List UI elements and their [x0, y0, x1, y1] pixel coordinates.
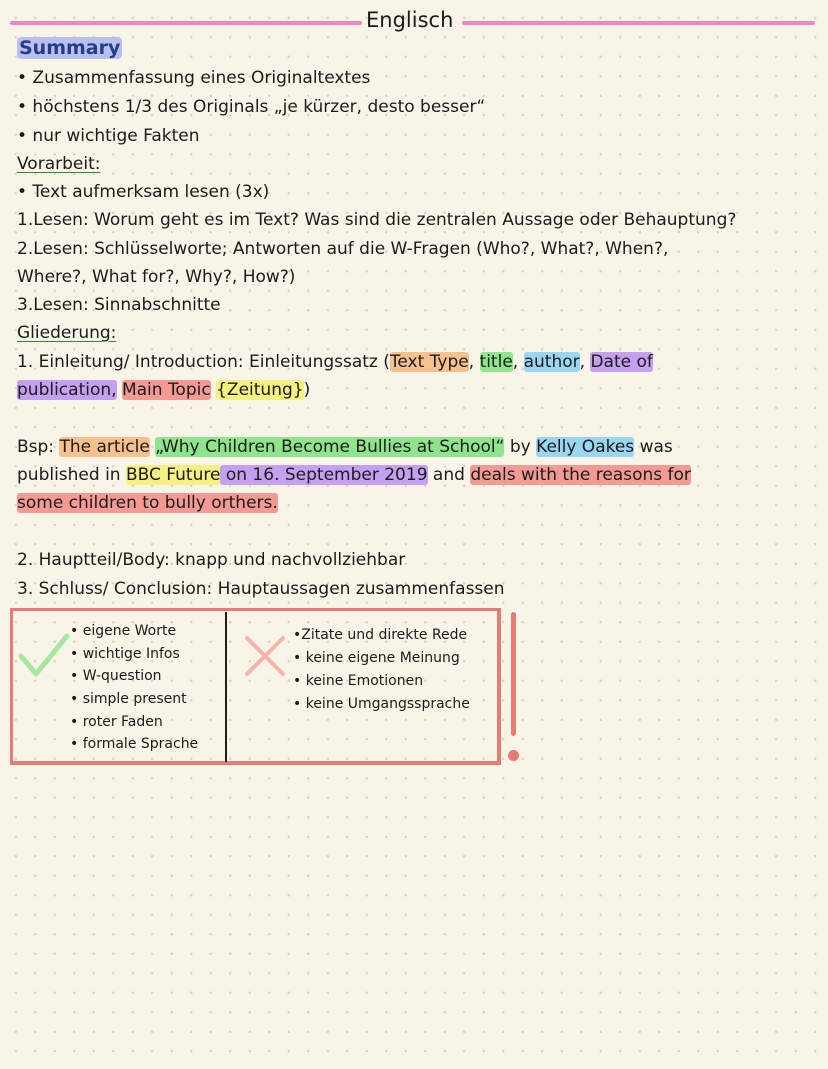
hl-title: title — [479, 352, 513, 372]
hl-zeitung: {Zeitung} — [216, 380, 304, 400]
hl-date-of: Date of — [590, 352, 653, 372]
cross-icon — [243, 634, 287, 678]
exclamation-dot — [508, 750, 519, 761]
vorarbeit-line-3: Where?, What for?, Why?, How?) — [17, 267, 296, 287]
hl-date: on 16. September 2019 — [220, 465, 428, 485]
hl-deals-cont: some children to bully orthers. — [17, 493, 278, 513]
page-title: Englisch — [366, 8, 454, 32]
summary-title: Summary — [19, 37, 121, 59]
dont-item-1: •Zitate und direkte Rede — [293, 627, 468, 643]
vorarbeit-heading: Vorarbeit: — [17, 154, 101, 174]
hl-publication: publication, — [17, 380, 117, 400]
example-line-2: published in BBC Future on 16. September 2019 and deals with the reasons for — [17, 465, 691, 485]
part-body: 2. Hauptteil/Body: knapp und nachvollziehbar — [17, 550, 406, 570]
hl-main-topic: Main Topic — [121, 380, 211, 400]
dont-item-2: • keine eigene Meinung — [293, 650, 460, 666]
vorarbeit-line-1: 1.Lesen: Worum geht es im Text? Was sind die zentralen Aussage oder Behauptung? — [17, 210, 737, 230]
hl-deals: deals with the reasons for — [470, 465, 691, 485]
vorarbeit-line-2: 2.Lesen: Schlüsselworte; Antworten auf die W-Fragen (Who?, What?, When?, — [17, 239, 669, 259]
hl-author-name: Kelly Oakes — [536, 437, 635, 457]
gliederung-heading: Gliederung: — [17, 323, 117, 343]
dont-item-4: • keine Umgangssprache — [293, 696, 470, 712]
hl-source: BBC Future — [126, 465, 221, 485]
do-item-6: • formale Sprache — [70, 736, 199, 752]
example-line-1: Bsp: The article „Why Children Become Bullies at School“ by Kelly Oakes was — [17, 437, 673, 457]
part-conclusion: 3. Schluss/ Conclusion: Hauptaussagen zusammenfassen — [17, 579, 505, 599]
hl-author: author — [523, 352, 580, 372]
hl-text-type: Text Type — [389, 352, 469, 372]
hl-the-article: The article — [59, 437, 150, 457]
intro-prefix: 1. Einleitung/ Introduction: Einleitungssatz ( — [17, 352, 390, 372]
intro-line: 1. Einleitung/ Introduction: Einleitungssatz (Text Type, title, author, Date of — [17, 352, 653, 372]
vorarbeit-bullet: • Text aufmerksam lesen (3x) — [17, 182, 270, 202]
header-line-left — [10, 21, 362, 25]
check-icon — [18, 632, 70, 680]
do-item-3: • W-question — [70, 668, 162, 684]
summary-bullet-3: • nur wichtige Fakten — [17, 126, 200, 146]
header-line-right — [462, 21, 815, 25]
do-item-5: • roter Faden — [70, 714, 163, 730]
do-item-2: • wichtige Infos — [70, 646, 180, 662]
dont-item-3: • keine Emotionen — [293, 673, 424, 689]
summary-bullet-2: • höchstens 1/3 des Originals „je kürzer, desto besser“ — [17, 97, 486, 117]
vorarbeit-line-4: 3.Lesen: Sinnabschnitte — [17, 295, 221, 315]
do-item-1: • eigene Worte — [70, 623, 177, 639]
example-line-3 — [17, 491, 278, 515]
exclamation-icon — [511, 612, 516, 736]
summary-bullet-1: • Zusammenfassung eines Originaltextes — [17, 68, 371, 88]
do-item-4: • simple present — [70, 691, 187, 707]
intro-line-2: publication, Main Topic {Zeitung}) — [17, 380, 311, 400]
hl-article-title: „Why Children Become Bullies at School“ — [155, 437, 505, 457]
box-divider — [225, 612, 227, 762]
